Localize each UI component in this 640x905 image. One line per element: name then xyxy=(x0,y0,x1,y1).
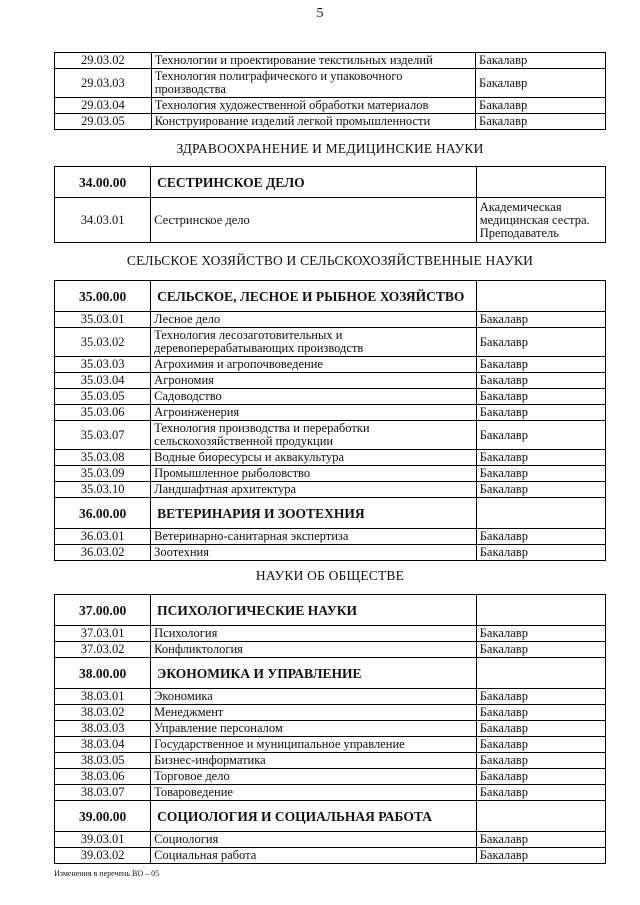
group-row xyxy=(55,498,606,529)
name-cell: Технология производства и переработки сельскохозяйственной продукции xyxy=(151,421,477,450)
name-cell: Психология xyxy=(151,626,477,642)
section-heading-healthcare: ЗДРАВООХРАНЕНИЕ И МЕДИЦИНСКИЕ НАУКИ xyxy=(176,141,484,156)
degree-cell: Бакалавр xyxy=(476,466,605,482)
code-cell: 38.03.07 xyxy=(55,785,151,801)
name-cell: ПСИХОЛОГИЧЕСКИЕ НАУКИ xyxy=(151,595,477,626)
code-cell: 35.03.09 xyxy=(55,466,151,482)
group-row xyxy=(55,658,606,689)
degree-cell: Бакалавр xyxy=(476,705,605,721)
group-row xyxy=(55,281,606,312)
name-cell: Технология лесозаготовительных и деревоперерабатывающих производств xyxy=(151,328,477,357)
name-cell: Садоводство xyxy=(151,389,477,405)
table-row xyxy=(55,450,606,466)
table-row xyxy=(55,689,606,705)
code-cell: 36.00.00 xyxy=(55,498,151,529)
table-row xyxy=(55,705,606,721)
table-row xyxy=(55,405,606,421)
name-cell: СОЦИОЛОГИЯ И СОЦИАЛЬНАЯ РАБОТА xyxy=(151,801,477,832)
degree-cell: Бакалавр xyxy=(476,482,605,498)
degree-cell xyxy=(476,281,605,312)
footer-note: Изменения в перечень ВО – 05 xyxy=(54,869,160,878)
table-row xyxy=(55,98,606,114)
degree-cell: Бакалавр xyxy=(476,98,606,114)
degree-cell: Бакалавр xyxy=(476,785,605,801)
degree-cell: Бакалавр xyxy=(476,373,605,389)
name-cell: Водные биоресурсы и аквакультура xyxy=(151,450,477,466)
degree-cell: Бакалавр xyxy=(476,848,605,864)
table-row xyxy=(55,328,606,357)
code-cell: 38.03.04 xyxy=(55,737,151,753)
code-cell: 38.03.02 xyxy=(55,705,151,721)
degree-cell: Бакалавр xyxy=(476,769,605,785)
name-cell: Лесное дело xyxy=(151,312,477,328)
name-cell: Товароведение xyxy=(151,785,477,801)
name-cell: Сестринское дело xyxy=(151,198,477,243)
name-cell: Ветеринарно-санитарная экспертиза xyxy=(151,529,477,545)
code-cell: 38.00.00 xyxy=(55,658,151,689)
name-cell: Конструирование изделий легкой промышленности xyxy=(151,114,475,130)
table-row xyxy=(55,769,606,785)
table-row xyxy=(55,545,606,561)
name-cell: Торговое дело xyxy=(151,769,477,785)
degree-cell: Бакалавр xyxy=(476,832,605,848)
table-row xyxy=(55,482,606,498)
table-row xyxy=(55,737,606,753)
name-cell: Менеджмент xyxy=(151,705,477,721)
degree-cell: Бакалавр xyxy=(476,357,605,373)
degree-cell: Бакалавр xyxy=(476,450,605,466)
table-agriculture xyxy=(54,280,606,561)
degree-cell xyxy=(476,498,605,529)
name-cell: Промышленное рыболовство xyxy=(151,466,477,482)
code-cell: 37.03.02 xyxy=(55,642,151,658)
table-row xyxy=(55,466,606,482)
table-row xyxy=(55,832,606,848)
code-cell: 29.03.02 xyxy=(55,53,152,69)
degree-cell: Бакалавр xyxy=(476,721,605,737)
code-cell: 35.03.03 xyxy=(55,357,151,373)
degree-cell: Бакалавр xyxy=(476,545,605,561)
code-cell: 29.03.05 xyxy=(55,114,152,130)
degree-cell xyxy=(476,167,605,198)
name-cell: Зоотехния xyxy=(151,545,477,561)
code-cell: 38.03.03 xyxy=(55,721,151,737)
table-light-industry xyxy=(54,52,606,130)
code-cell: 35.03.01 xyxy=(55,312,151,328)
name-cell: Агроинженерия xyxy=(151,405,477,421)
degree-cell: Бакалавр xyxy=(476,53,606,69)
code-cell: 34.00.00 xyxy=(55,167,151,198)
degree-cell: Бакалавр xyxy=(476,421,605,450)
code-cell: 35.03.06 xyxy=(55,405,151,421)
table-row xyxy=(55,312,606,328)
degree-cell: Бакалавр xyxy=(476,737,605,753)
code-cell: 39.00.00 xyxy=(55,801,151,832)
name-cell: Государственное и муниципальное управление xyxy=(151,737,477,753)
table-row xyxy=(55,626,606,642)
section-heading-agriculture: СЕЛЬСКОЕ ХОЗЯЙСТВО И СЕЛЬСКОХОЗЯЙСТВЕННЫЕ НАУКИ xyxy=(126,253,534,268)
name-cell: Бизнес-информатика xyxy=(151,753,477,769)
degree-cell: Бакалавр xyxy=(476,689,605,705)
code-cell: 39.03.02 xyxy=(55,848,151,864)
code-cell: 38.03.06 xyxy=(55,769,151,785)
name-cell: ЭКОНОМИКА И УПРАВЛЕНИЕ xyxy=(151,658,477,689)
degree-cell: Бакалавр xyxy=(476,626,605,642)
code-cell: 38.03.01 xyxy=(55,689,151,705)
name-cell: Агрохимия и агропочвоведение xyxy=(151,357,477,373)
code-cell: 39.03.01 xyxy=(55,832,151,848)
name-cell: СЕЛЬСКОЕ, ЛЕСНОЕ И РЫБНОЕ ХОЗЯЙСТВО xyxy=(151,281,477,312)
group-row xyxy=(55,167,606,198)
name-cell: Управление персоналом xyxy=(151,721,477,737)
degree-cell: Бакалавр xyxy=(476,529,605,545)
name-cell: Социальная работа xyxy=(151,848,477,864)
table-social-sciences xyxy=(54,594,606,864)
code-cell: 35.03.10 xyxy=(55,482,151,498)
name-cell: Технология полиграфического и упаковочного производства xyxy=(151,69,475,98)
degree-cell: Бакалавр xyxy=(476,405,605,421)
degree-cell: Бакалавр xyxy=(476,328,605,357)
code-cell: 35.03.05 xyxy=(55,389,151,405)
table-row xyxy=(55,69,606,98)
code-cell: 36.03.01 xyxy=(55,529,151,545)
table-row xyxy=(55,198,606,243)
degree-cell xyxy=(476,658,605,689)
name-cell: ВЕТЕРИНАРИЯ И ЗООТЕХНИЯ xyxy=(151,498,477,529)
table-row xyxy=(55,114,606,130)
table-row xyxy=(55,373,606,389)
degree-cell xyxy=(476,801,605,832)
group-row xyxy=(55,595,606,626)
page-number: 5 xyxy=(316,6,324,21)
code-cell: 35.03.02 xyxy=(55,328,151,357)
name-cell: Агрономия xyxy=(151,373,477,389)
table-row xyxy=(55,848,606,864)
code-cell: 37.00.00 xyxy=(55,595,151,626)
group-row xyxy=(55,801,606,832)
code-cell: 34.03.01 xyxy=(55,198,151,243)
table-row xyxy=(55,53,606,69)
name-cell: Социология xyxy=(151,832,477,848)
table-row xyxy=(55,421,606,450)
name-cell: Экономика xyxy=(151,689,477,705)
code-cell: 35.03.08 xyxy=(55,450,151,466)
degree-cell: Бакалавр xyxy=(476,642,605,658)
code-cell: 29.03.04 xyxy=(55,98,152,114)
table-row xyxy=(55,785,606,801)
degree-cell: Бакалавр xyxy=(476,312,605,328)
name-cell: СЕСТРИНСКОЕ ДЕЛО xyxy=(151,167,477,198)
degree-cell: Бакалавр xyxy=(476,114,606,130)
code-cell: 36.03.02 xyxy=(55,545,151,561)
table-healthcare xyxy=(54,166,606,243)
code-cell: 29.03.03 xyxy=(55,69,152,98)
section-heading-social-sciences: НАУКИ ОБ ОБЩЕСТВЕ xyxy=(255,568,405,583)
table-row xyxy=(55,721,606,737)
code-cell: 35.03.07 xyxy=(55,421,151,450)
degree-cell: Бакалавр xyxy=(476,389,605,405)
table-row xyxy=(55,642,606,658)
name-cell: Технология художественной обработки материалов xyxy=(151,98,475,114)
name-cell: Ландшафтная архитектура xyxy=(151,482,477,498)
code-cell: 37.03.01 xyxy=(55,626,151,642)
degree-cell: Бакалавр xyxy=(476,69,606,98)
table-row xyxy=(55,357,606,373)
name-cell: Конфликтология xyxy=(151,642,477,658)
code-cell: 38.03.05 xyxy=(55,753,151,769)
table-row xyxy=(55,529,606,545)
code-cell: 35.03.04 xyxy=(55,373,151,389)
code-cell: 35.00.00 xyxy=(55,281,151,312)
name-cell: Технологии и проектирование текстильных изделий xyxy=(151,53,475,69)
degree-cell: Академическая медицинская сестра. Преподаватель xyxy=(476,198,605,243)
table-row xyxy=(55,753,606,769)
degree-cell: Бакалавр xyxy=(476,753,605,769)
table-row xyxy=(55,389,606,405)
degree-cell xyxy=(476,595,605,626)
